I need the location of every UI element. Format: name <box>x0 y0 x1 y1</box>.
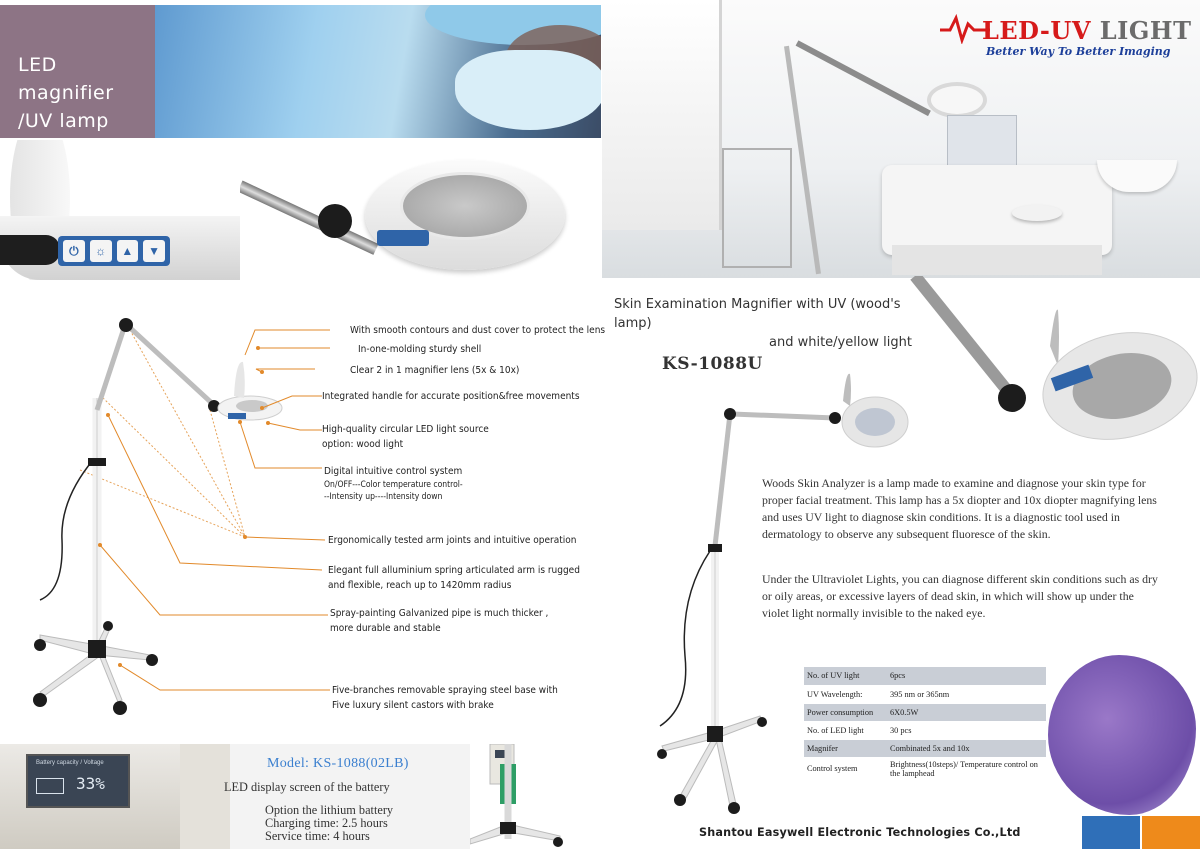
control-keypad-small <box>377 230 429 246</box>
color-temperature-icon: ☼ <box>90 240 112 262</box>
lamp-head <box>927 82 987 118</box>
description-paragraph-2: Under the Ultraviolet Lights, you can diagnose different skin conditions such as dry or oily areas, or excessive layers of dead skin, in which will show up under the violet light normally invisible to the naked eye. <box>762 572 1158 620</box>
window <box>602 0 722 230</box>
lamp-arm <box>796 40 931 116</box>
surgeon-photo <box>155 5 601 138</box>
brand-name-light: LIGHT <box>1090 16 1192 45</box>
arm-rod <box>240 181 378 255</box>
feature-control-system-line1: On/OFF---Color temperature control- <box>324 480 463 490</box>
battery-stand-illustration <box>470 744 600 849</box>
battery-unit <box>0 744 180 849</box>
arm-joint <box>318 204 352 238</box>
battery-feature-service: Service time: 4 hours <box>265 829 370 843</box>
banner-title-box <box>0 5 155 138</box>
specification-table <box>804 667 1046 781</box>
treatment-bed <box>882 165 1112 255</box>
product-subtitle-line1: Skin Examination Magnifier with UV (wood's lamp) <box>614 297 901 331</box>
corner-accent-blue <box>1082 816 1140 849</box>
spec-value: 30 pcs <box>887 721 1046 739</box>
table-row <box>804 721 1046 739</box>
table-row <box>804 685 1046 703</box>
feature-led-source <box>322 422 489 452</box>
lamp-arm <box>0 235 60 265</box>
brand-logo <box>940 6 1198 56</box>
feature-galvanized-pipe-title: Spray-painting Galvanized pipe is much thicker , <box>330 608 549 619</box>
feature-control-system-title: Digital intuitive control system <box>324 466 463 477</box>
down-arrow-icon: ▼ <box>143 240 165 262</box>
brand-name-led: LED-UV <box>982 16 1091 45</box>
feature-steel-base-castors: Five luxury silent castors with brake <box>332 700 494 711</box>
feature-steel-base <box>332 683 558 713</box>
feature-spring-arm-title: Elegant full alluminium spring articulated arm is rugged <box>328 565 580 576</box>
feature-control-system <box>324 464 463 503</box>
description-paragraph-1: Woods Skin Analyzer is a lamp made to examine and diagnose your skin type for proper facial treatment. This lamp has a 5x diopter and 10x diopter magnifying lens and uses UV light to diagnose skin conditions. It is a diagnostic tool used in dermatology to observe any subsequent fluoresce of the skin. <box>762 476 1157 541</box>
lens-closeup <box>240 140 600 280</box>
feature-spring-arm <box>328 563 580 593</box>
power-icon: ⏻ <box>63 240 85 262</box>
banner-title-line1: LED magnifier <box>18 54 114 104</box>
battery-model-section <box>0 744 600 849</box>
spec-value: 6pcs <box>887 667 1046 685</box>
brand-name <box>982 16 1191 45</box>
battery-icon <box>36 778 64 794</box>
battery-feature-lithium: Option the lithium battery <box>265 803 394 817</box>
product-subtitle-line2: and white/yellow light <box>769 335 912 350</box>
floor-lamp-illustration <box>0 300 330 730</box>
brand-tagline: Better Way To Better Imaging <box>986 45 1171 58</box>
model-number: KS-1088U <box>662 354 763 374</box>
company-name: Shantou Easywell Electronic Technologies Co.,Ltd <box>699 826 1021 839</box>
feature-spring-arm-reach: and flexible, reach up to 1420mm radius <box>328 580 512 591</box>
spec-label: UV Wavelength: <box>804 685 887 703</box>
corner-accent-orange <box>1142 816 1200 849</box>
feature-steel-base-title: Five-branches removable spraying steel base with <box>332 685 558 696</box>
spec-label: No. of LED light <box>804 721 887 739</box>
battery-model-name: Model: KS-1088(02LB) <box>267 756 409 771</box>
table-row <box>804 703 1046 721</box>
battery-feature-charging: Charging time: 2.5 hours <box>265 816 388 830</box>
feature-molding-shell: In-one-molding sturdy shell <box>358 344 482 355</box>
banner-title-line2: /UV lamp <box>18 110 109 132</box>
feature-led-source-title: High-quality circular LED light source <box>322 424 489 435</box>
feature-galvanized-pipe-sub: more durable and stable <box>330 623 441 634</box>
medical-cart <box>722 148 792 268</box>
spec-label: Control system <box>804 757 887 780</box>
screen-label: Battery capacity / Voltage <box>36 760 104 766</box>
table-row <box>804 667 1046 685</box>
spec-label: Magnifer <box>804 739 887 757</box>
feature-dust-cover: With smooth contours and dust cover to protect the lens <box>350 325 606 336</box>
feature-magnifier-lens: Clear 2 in 1 magnifier lens (5x & 10x) <box>350 365 520 376</box>
banner-title <box>18 51 155 135</box>
control-panel-closeup <box>0 140 240 280</box>
table-row <box>804 757 1046 780</box>
spec-label: Power consumption <box>804 703 887 721</box>
spec-value: 395 nm or 365nm <box>887 685 1046 703</box>
feature-galvanized-pipe <box>330 606 548 636</box>
battery-display-screen <box>26 754 130 808</box>
table-row <box>804 739 1046 757</box>
feature-integrated-handle: Integrated handle for accurate position&free movements <box>322 391 580 402</box>
bed-base <box>892 245 1102 275</box>
spec-value: 6X0.5W <box>887 703 1046 721</box>
spec-label: No. of UV light <box>804 667 887 685</box>
up-arrow-icon: ▲ <box>117 240 139 262</box>
spec-value: Brightness(10steps)/ Temperature control on the lamphead <box>887 757 1046 780</box>
control-keypad <box>58 236 170 266</box>
battery-unit-side <box>180 744 230 849</box>
battery-feature-display: LED display screen of the battery <box>224 780 390 794</box>
stool <box>1012 205 1062 221</box>
feature-led-source-option: option: wood light <box>322 439 404 450</box>
feature-arm-joints: Ergonomically tested arm joints and intuitive operation <box>328 535 577 546</box>
feature-control-system-line2: --Intensity up----Intensity down <box>324 492 443 502</box>
spec-value: Combinated 5x and 10x <box>887 739 1046 757</box>
battery-percentage: 33% <box>76 774 105 793</box>
surgical-mask <box>455 50 601 130</box>
